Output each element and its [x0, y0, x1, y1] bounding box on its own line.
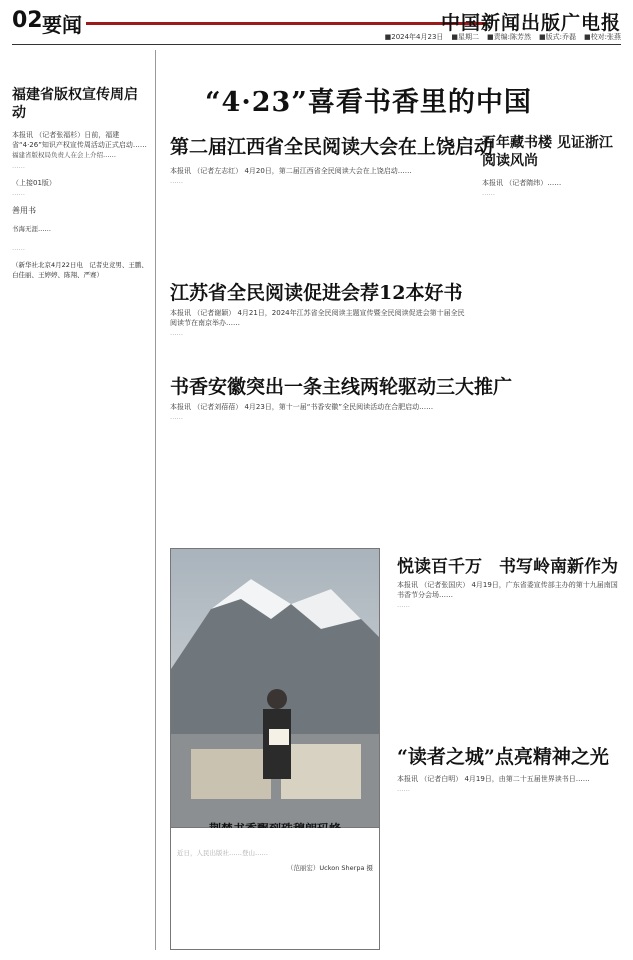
meta-layout: ■版式:乔磊 [539, 33, 577, 41]
meta-proof: ■校对:张燕 [584, 33, 621, 41]
meta-editor: ■责编:陈芳然 [487, 33, 532, 41]
a3-byline: 本报讯 （记者刘蓓蓓） 4月23日，第十一届“书香安徽”全民阅读活动在合肥启动…… [170, 403, 434, 411]
everest-photo [171, 549, 380, 828]
page-number: 02 [12, 8, 43, 33]
a6-title: “读者之城”点亮精神之光 [397, 746, 609, 768]
left-column [12, 50, 150, 950]
a1-text: …… [170, 177, 183, 185]
header-rule [12, 44, 621, 45]
a6-byline: 本报讯 （记者白明） 4月19日，由第二十五届世界读书日…… [397, 775, 590, 783]
left-body-1: 福建省版权局负责人在会上介绍…… [12, 151, 116, 159]
column-divider [155, 50, 156, 950]
a2-text: …… [170, 329, 183, 337]
meta-date: ■2024年4月23日 [384, 33, 444, 41]
photo-box [170, 548, 380, 828]
a4-body [482, 178, 621, 536]
photo-credit: （范丽宏）Uckon Sherpa 摄 [286, 864, 373, 872]
a5-title: 悦读百千万 书写岭南新作为 [397, 557, 618, 577]
a4-byline: 本报讯 （记者隋纬）…… [482, 179, 562, 187]
left-byline: 本报讯 （记者张福杉）日前，福建省“4·26”知识产权宣传周活动正式启动…… [12, 131, 147, 149]
header-bar [86, 22, 486, 25]
a5-byline: 本报讯 （记者张国庆） 4月19日，广东省委宣传部主办的第十九届南国书香节分会场…… [397, 581, 618, 599]
a5-text: …… [397, 601, 410, 609]
a4-title: 百年藏书楼 见证浙江阅读风尚 [482, 135, 613, 169]
masthead: 中国新闻出版广电报 [440, 12, 621, 34]
left-subhead: 善用书 [12, 206, 36, 215]
left-body-2: …… [12, 162, 25, 170]
left-quote: 书海无涯…… [12, 225, 51, 233]
a1-title: 第二届江西省全民阅读大会在上饶启动 [170, 136, 494, 158]
continued-tag: （上接01版） [12, 179, 56, 187]
a6-body [397, 774, 621, 950]
a2-title: 江苏省全民阅读促进会荐12本好书 [170, 282, 463, 304]
left-body-4: …… [12, 244, 25, 252]
a1-byline: 本报讯 （记者左志红） 4月20日，第二届江西省全民阅读大会在上饶启动…… [170, 167, 412, 175]
a3-text: …… [170, 413, 183, 421]
meta-weekday: ■星期二 [451, 33, 480, 41]
page-header [12, 8, 621, 41]
photo-caption-body: 近日，人民出版社……登山…… [177, 849, 268, 857]
a6-text: …… [397, 785, 410, 793]
left-footer: （新华社北京4月22日电 记者史竞男、王鹏、白佳丽、王婷婷、陈翔、严赛） [12, 261, 148, 279]
photo-caption [170, 828, 380, 950]
a4-text: …… [482, 189, 495, 197]
a3-body [170, 402, 470, 542]
a3-title: 书香安徽突出一条主线两轮驱动三大推广 [170, 376, 513, 398]
a5-body [397, 580, 621, 730]
a2-byline: 本报讯 （记者谢颖） 4月21日，2024年江苏省全民阅读主题宣传暨全民阅读促进会第十届全民阅读节在南京举办…… [170, 309, 465, 327]
header-meta [385, 32, 621, 42]
left-body-3: …… [12, 189, 25, 197]
section-name: 要闻 [42, 13, 82, 37]
left-article-title: 福建省版权宣传周启动 [12, 87, 138, 121]
theme-title: “4·23”喜看书香里的中国 [205, 87, 532, 118]
